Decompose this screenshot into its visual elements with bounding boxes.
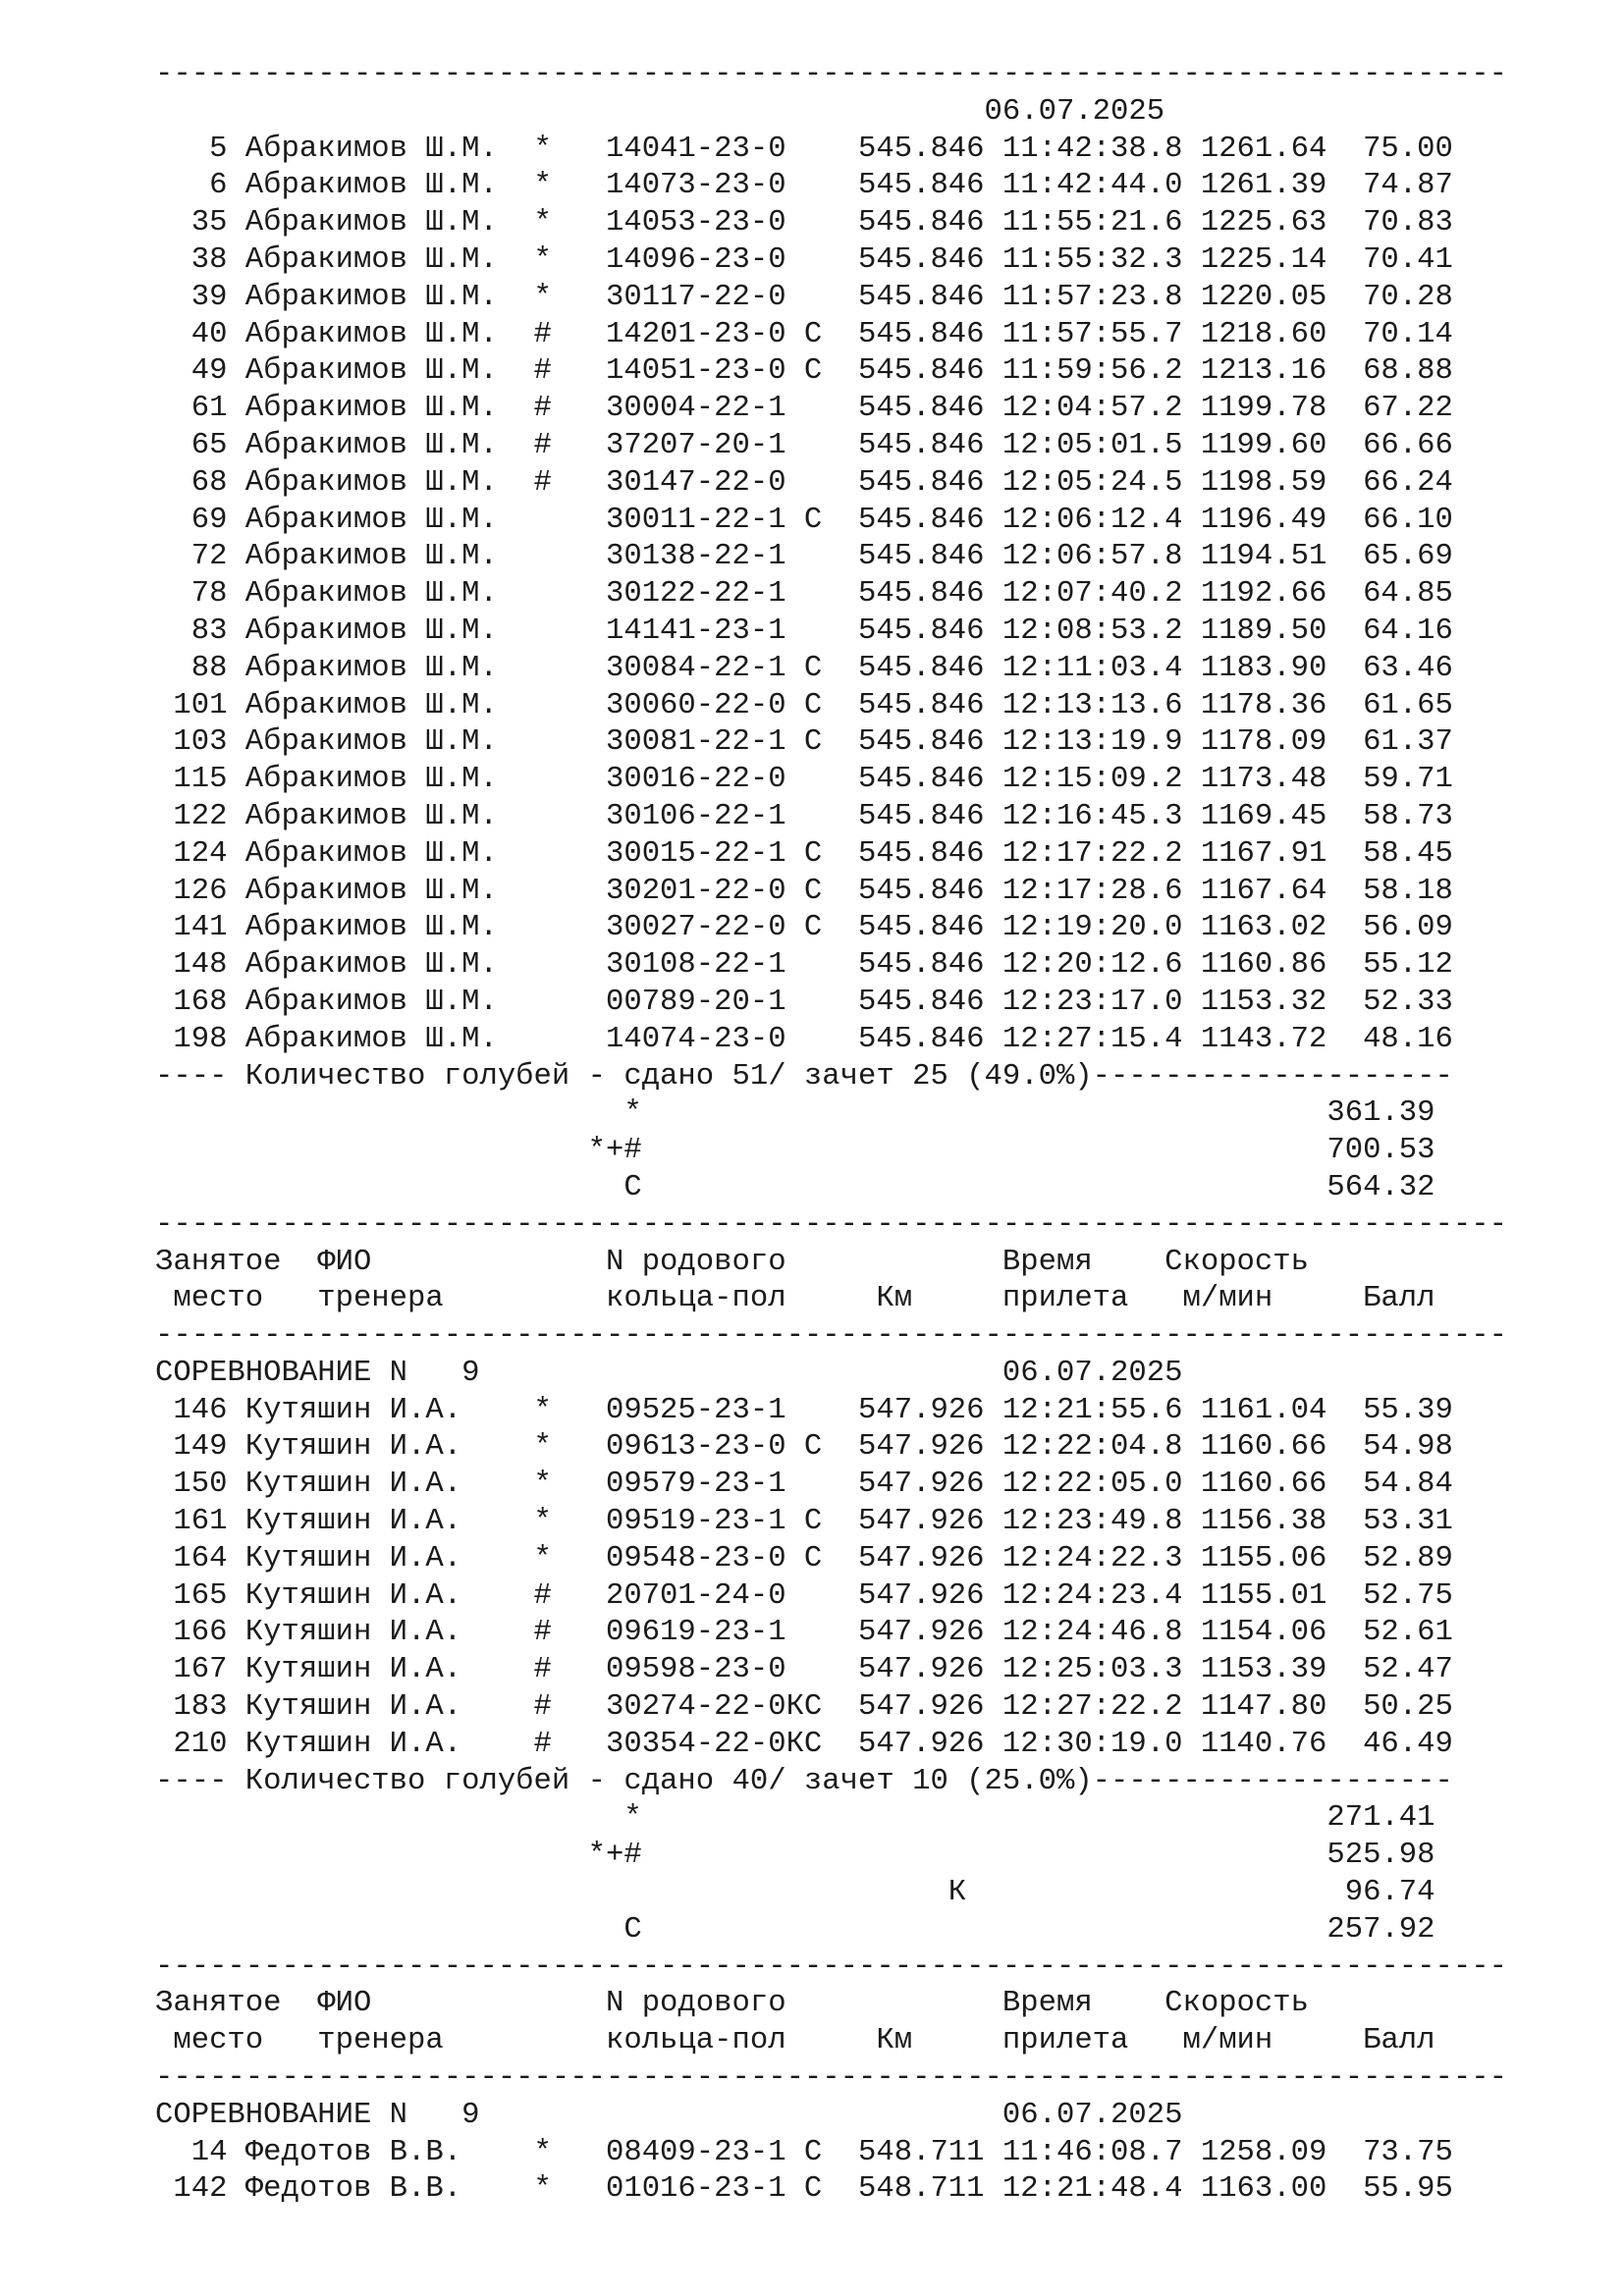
report-line: 6 Абракимов Ш.М. * 14073-23-0 545.846 11:42:44.0 1261.39 74.87 bbox=[155, 169, 1453, 203]
report-line: 149 Кутяшин И.А. * 09613-23-0 С 547.926 12:22:04.8 1160.66 54.98 bbox=[155, 1430, 1453, 1465]
report-line: 148 Абракимов Ш.М. 30108-22-1 545.846 12:20:12.6 1160.86 55.12 bbox=[155, 948, 1453, 983]
report-line: 161 Кутяшин И.А. * 09519-23-1 С 547.926 12:23:49.8 1156.38 53.31 bbox=[155, 1505, 1453, 1539]
report-line: 167 Кутяшин И.А. # 09598-23-0 547.926 12:25:03.3 1153.39 52.47 bbox=[155, 1653, 1453, 1687]
report-line: СОРЕВНОВАНИЕ N 9 06.07.2025 bbox=[155, 1356, 1183, 1390]
report-line: 40 Абракимов Ш.М. # 14201-23-0 С 545.846 11:57:55.7 1218.60 70.14 bbox=[155, 317, 1453, 351]
report-line: 142 Федотов В.В. * 01016-23-1 С 548.711 12:21:48.4 1163.00 55.95 bbox=[155, 2172, 1453, 2207]
report-line: 124 Абракимов Ш.М. 30015-22-1 С 545.846 12:17:22.2 1167.91 58.45 bbox=[155, 836, 1453, 871]
report-line: --------------------------------------------------------------------------- bbox=[155, 1319, 1507, 1354]
report-line: 126 Абракимов Ш.М. 30201-22-0 С 545.846 12:17:28.6 1167.64 58.18 bbox=[155, 874, 1453, 908]
report-line: --------------------------------------------------------------------------- bbox=[155, 1207, 1507, 1242]
report-line: 39 Абракимов Ш.М. * 30117-22-0 545.846 11:57:23.8 1220.05 70.28 bbox=[155, 280, 1453, 314]
report-line: --------------------------------------------------------------------------- bbox=[155, 1949, 1507, 1984]
report-line: 210 Кутяшин И.А. # 30354-22-0КС 547.926 12:30:19.0 1140.76 46.49 bbox=[155, 1727, 1453, 1761]
report-line: Занятое ФИО N родового Время Скорость bbox=[155, 1987, 1309, 2021]
report-line: *+# 700.53 bbox=[155, 1134, 1435, 1168]
report-line: 65 Абракимов Ш.М. # 37207-20-1 545.846 12:05:01.5 1199.60 66.66 bbox=[155, 428, 1453, 462]
report-line: 103 Абракимов Ш.М. 30081-22-1 С 545.846 12:13:19.9 1178.09 61.37 bbox=[155, 725, 1453, 760]
report-line: * 361.39 bbox=[155, 1096, 1435, 1131]
report-line: 78 Абракимов Ш.М. 30122-22-1 545.846 12:07:40.2 1192.66 64.85 bbox=[155, 577, 1453, 612]
report-line: 115 Абракимов Ш.М. 30016-22-0 545.846 12:15:09.2 1173.48 59.71 bbox=[155, 763, 1453, 797]
report-line: 101 Абракимов Ш.М. 30060-22-0 С 545.846 12:13:13.6 1178.36 61.65 bbox=[155, 688, 1453, 722]
report-line: 168 Абракимов Ш.М. 00789-20-1 545.846 12:23:17.0 1153.32 52.33 bbox=[155, 985, 1453, 1019]
report-line: С 564.32 bbox=[155, 1170, 1435, 1204]
report-line: 141 Абракимов Ш.М. 30027-22-0 С 545.846 12:19:20.0 1163.02 56.09 bbox=[155, 911, 1453, 945]
report-line: 69 Абракимов Ш.М. 30011-22-1 С 545.846 12:06:12.4 1196.49 66.10 bbox=[155, 503, 1453, 537]
report-line: 72 Абракимов Ш.М. 30138-22-1 545.846 12:06:57.8 1194.51 65.69 bbox=[155, 540, 1453, 574]
report-line: 68 Абракимов Ш.М. # 30147-22-0 545.846 12:05:24.5 1198.59 66.24 bbox=[155, 465, 1453, 500]
report-line: 146 Кутяшин И.А. * 09525-23-1 547.926 12:21:55.6 1161.04 55.39 bbox=[155, 1393, 1453, 1427]
report-line: К 96.74 bbox=[155, 1876, 1435, 1910]
report-line: 83 Абракимов Ш.М. 14141-23-1 545.846 12:08:53.2 1189.50 64.16 bbox=[155, 614, 1453, 648]
report-line: 88 Абракимов Ш.М. 30084-22-1 С 545.846 12:11:03.4 1183.90 63.46 bbox=[155, 651, 1453, 685]
results-printout bbox=[155, 57, 1589, 2209]
report-line: * 271.41 bbox=[155, 1801, 1435, 1836]
report-line: *+# 525.98 bbox=[155, 1839, 1435, 1873]
report-line: 35 Абракимов Ш.М. * 14053-23-0 545.846 11:55:21.6 1225.63 70.83 bbox=[155, 206, 1453, 240]
report-line: Занятое ФИО N родового Время Скорость bbox=[155, 1245, 1309, 1279]
report-line: 38 Абракимов Ш.М. * 14096-23-0 545.846 11:55:32.3 1225.14 70.41 bbox=[155, 242, 1453, 277]
report-line: 165 Кутяшин И.А. # 20701-24-0 547.926 12:24:23.4 1155.01 52.75 bbox=[155, 1578, 1453, 1613]
report-line: 150 Кутяшин И.А. * 09579-23-1 547.926 12:22:05.0 1160.66 54.84 bbox=[155, 1468, 1453, 1502]
report-line: 166 Кутяшин И.А. # 09619-23-1 547.926 12:24:46.8 1154.06 52.61 bbox=[155, 1616, 1453, 1650]
report-line: место тренера кольца-пол Км прилета м/мин Балл bbox=[155, 2024, 1435, 2058]
report-line: 122 Абракимов Ш.М. 30106-22-1 545.846 12:16:45.3 1169.45 58.73 bbox=[155, 799, 1453, 833]
report-line: 5 Абракимов Ш.М. * 14041-23-0 545.846 11:42:38.8 1261.64 75.00 bbox=[155, 132, 1453, 166]
report-line: 198 Абракимов Ш.М. 14074-23-0 545.846 12:27:15.4 1143.72 48.16 bbox=[155, 1022, 1453, 1056]
report-line: место тренера кольца-пол Км прилета м/мин Балл bbox=[155, 1282, 1435, 1316]
report-line: 06.07.2025 bbox=[155, 94, 1165, 129]
report-line: 14 Федотов В.В. * 08409-23-1 С 548.711 11:46:08.7 1258.09 73.75 bbox=[155, 2135, 1453, 2169]
report-line: СОРЕВНОВАНИЕ N 9 06.07.2025 bbox=[155, 2098, 1183, 2132]
report-line: --------------------------------------------------------------------------- bbox=[155, 2061, 1507, 2096]
report-line: --------------------------------------------------------------------------- bbox=[155, 58, 1507, 91]
report-line: ---- Количество голубей - сдано 40/ зачет 10 (25.0%)-------------------- bbox=[155, 1764, 1453, 1798]
report-line: 183 Кутяшин И.А. # 30274-22-0КС 547.926 12:27:22.2 1147.80 50.25 bbox=[155, 1690, 1453, 1725]
report-line: 49 Абракимов Ш.М. # 14051-23-0 С 545.846 11:59:56.2 1213.16 68.88 bbox=[155, 354, 1453, 389]
report-line: ---- Количество голубей - сдано 51/ зачет 25 (49.0%)-------------------- bbox=[155, 1059, 1453, 1094]
report-line: 164 Кутяшин И.А. * 09548-23-0 С 547.926 12:24:22.3 1155.06 52.89 bbox=[155, 1541, 1453, 1575]
report-line: С 257.92 bbox=[155, 1912, 1435, 1947]
report-line: 61 Абракимов Ш.М. # 30004-22-1 545.846 12:04:57.2 1199.78 67.22 bbox=[155, 392, 1453, 426]
